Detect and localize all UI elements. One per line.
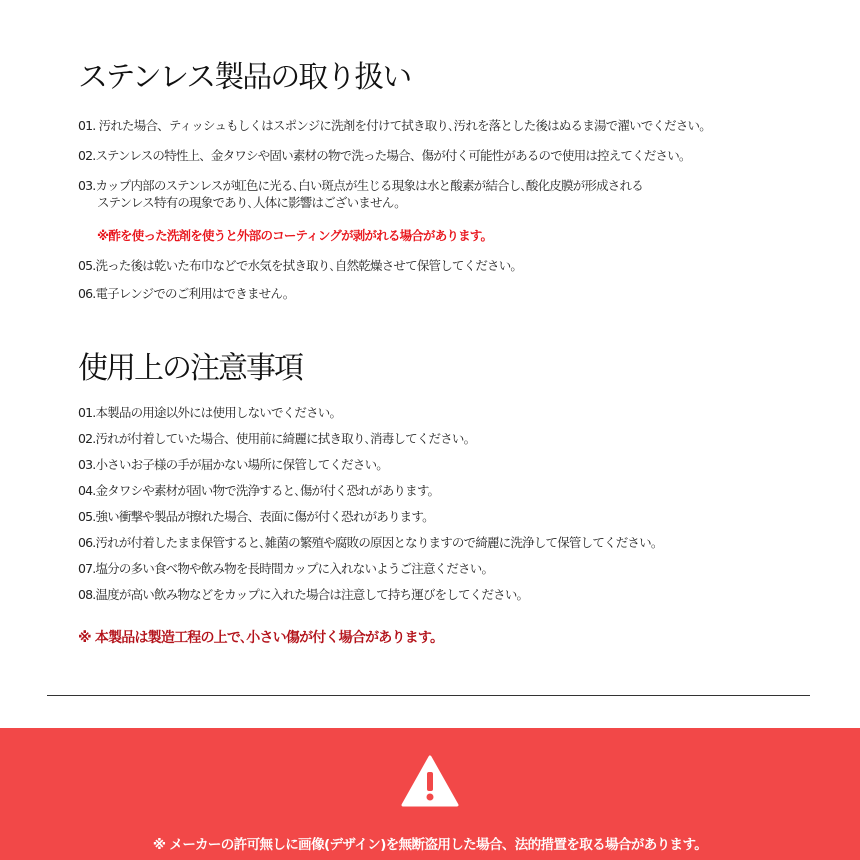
list-item: 03.カップ内部のステンレスが虹色に光る､白い斑点が生じる現象は水と酸素が結合し､酸化皮膜が形成される [78,178,643,193]
warning-icon [401,755,459,807]
list-item: 01.本製品の用途以外には使用しないでください。 [78,405,342,420]
list-item: 08.温度が高い飲み物などをカップに入れた場合は注意して持ち運びをしてください。 [78,587,529,602]
list-item: 07.塩分の多い食べ物や飲み物を長時間カップに入れないようご注意ください。 [78,561,494,576]
section-title-handling: ステンレス製品の取り扱い [78,60,411,95]
list-item: 03.小さいお子様の手が届かない場所に保管してください。 [78,457,388,472]
list-item: 05.洗った後は乾いた布巾などで水気を拭き取り､自然乾燥させて保管してください。 [78,258,523,273]
list-item: 02.汚れが付着していた場合、使用前に綺麗に拭き取り､消毒してください。 [78,431,476,446]
list-item: 02.ステンレスの特性上、金タワシや固い素材の物で洗った場合、傷が付く可能性があるので使用は控えてください。 [78,148,691,163]
copyright-notice: ※ メーカーの許可無しに画像(デザイン)を無断盗用した場合、法的措置を取る場合があります。 [152,837,708,853]
list-item: 04.金タワシや素材が固い物で洗浄すると､傷が付く恐れがあります。 [78,483,440,498]
list-item: 06.電子レンジでのご利用はできません。 [78,286,295,301]
section-title-precautions: 使用上の注意事項 [78,351,302,386]
manufacturing-note: ※ 本製品は製造工程の上で､小さい傷が付く場合があります。 [78,630,444,646]
list-item: 01. 汚れた場合、ティッシュもしくはスポンジに洗剤を付けて拭き取り､汚れを落とした後はぬるま湯で濯いでください。 [78,118,711,133]
list-item: 05.強い衝撃や製品が擦れた場合、表面に傷が付く恐れがあります。 [78,509,434,524]
warning-note: ※酢を使った洗剤を使うと外部のコーティングが剥がれる場合があります。 [97,228,493,243]
divider [47,695,810,696]
list-item: ステンレス特有の現象であり､人体に影響はございません。 [97,195,406,210]
list-item: 06.汚れが付着したまま保管すると､雑菌の繁殖や腐敗の原因となりますので綺麗に洗浄して保管してください。 [78,535,663,550]
